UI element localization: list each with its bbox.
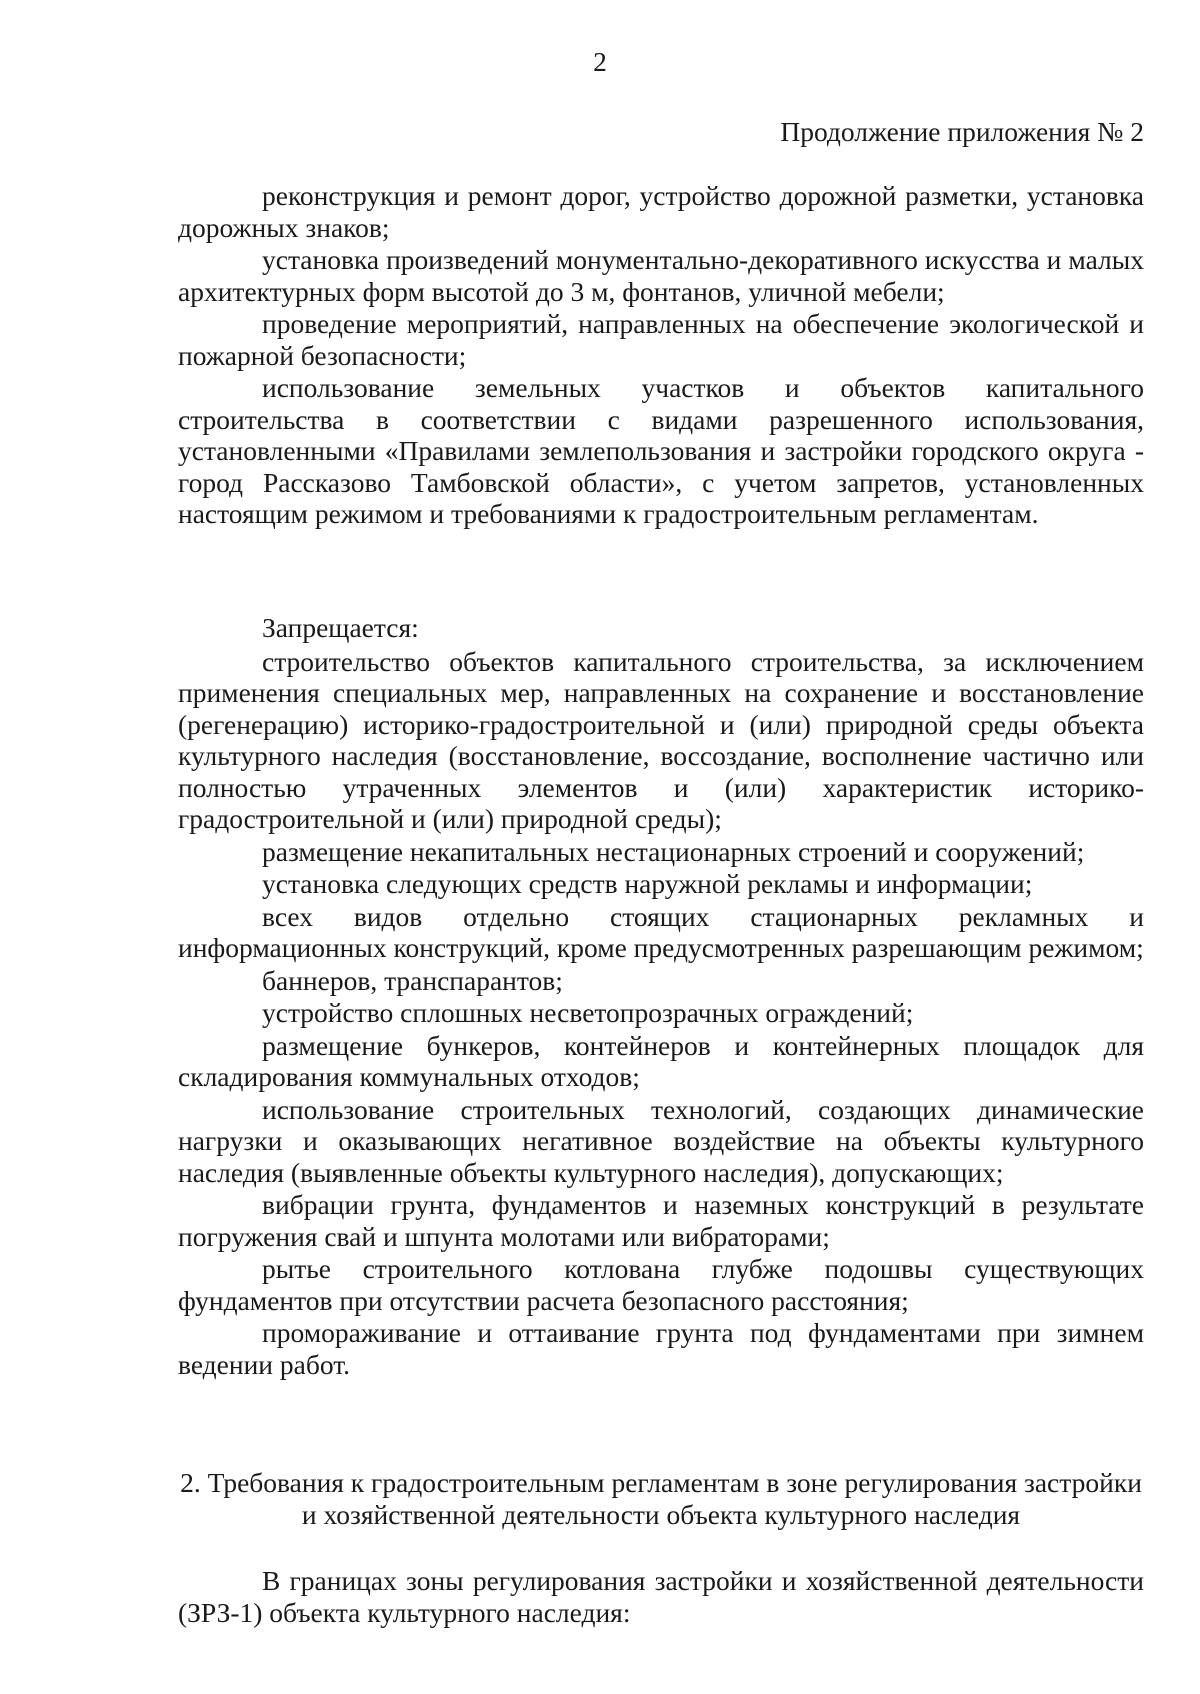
- prohibited-activities-section: [178, 612, 1144, 1381]
- paragraph: использование строительных технологий, создающих динамические нагрузки и оказывающих негативное воздействие на объекты культурного наследия (выявленные объекты культурного наследия), допускающих;: [178, 1093, 1144, 1188]
- paragraph: баннеров, транспарантов;: [262, 964, 563, 996]
- paragraph: В границах зоны регулирования застройки и хозяйственной деятельности (ЗРЗ-1) объекта культурного наследия:: [178, 1565, 1144, 1628]
- paragraph: установка произведений монументально-декоративного искусства и малых архитектурных форм высотой до 3 м, фонтанов, уличной мебели;: [178, 244, 1144, 307]
- appendix-continuation-note: Продолжение приложения № 2: [780, 116, 1144, 147]
- paragraph: строительство объектов капитального строительства, за исключением применения специальных мер, направленных на сохранение и восстановление (регенерацию) историко-градостроительной и (или) природной среды объекта культурного наследия (восстановление, воссоздание, восполнение частично или полностью утраченных элементов и (или) характеристик историко-градостроительной и (или) природной среды);: [178, 645, 1144, 834]
- section-heading: 2. Требования к градостроительным регламентам в зоне регулирования застройки и хозяйственной деятельности объекта культурного наследия: [180, 1467, 1142, 1530]
- paragraph: использование земельных участков и объектов капитального строительства в соответствии с видами разрешенного использования, установленными «Правилами землепользования и застройки городского округа - город Рассказово Тамбовской области», с учетом запретов, установленных настоящим режимом и требованиями к градостроительным регламентам.: [178, 372, 1144, 529]
- paragraph: устройство сплошных несветопрозрачных ограждений;: [262, 997, 914, 1028]
- paragraph: всех видов отдельно стоящих стационарных рекламных и информационных конструкций, кроме предусмотренных разрешающим режимом;: [178, 900, 1144, 963]
- prohibited-heading: Запрещается:: [262, 612, 419, 643]
- section-2-body: [178, 1565, 1144, 1629]
- paragraph: вибрации грунта, фундаментов и наземных конструкций в результате погружения свай и шпунта молотами или вибраторами;: [178, 1189, 1144, 1252]
- paragraph: проведение мероприятий, направленных на обеспечение экологической и пожарной безопасности;: [178, 308, 1144, 371]
- section-2-heading-block: [178, 1467, 1144, 1530]
- permitted-activities-list: [178, 180, 1144, 531]
- paragraph: размещение бункеров, контейнеров и контейнерных площадок для складирования коммунальных отходов;: [178, 1029, 1144, 1092]
- paragraph: реконструкция и ремонт дорог, устройство дорожной разметки, установка дорожных знаков;: [178, 180, 1144, 243]
- paragraph: установка следующих средств наружной рекламы и информации;: [262, 868, 1033, 899]
- page-number: 2: [593, 46, 607, 77]
- paragraph: рытье строительного котлована глубже подошвы существующих фундаментов при отсутствии расчета безопасного расстояния;: [178, 1253, 1144, 1316]
- paragraph: размещение некапитальных нестационарных строений и сооружений;: [262, 835, 1085, 867]
- paragraph: промораживание и оттаивание грунта под фундаментами при зимнем ведении работ.: [178, 1317, 1144, 1380]
